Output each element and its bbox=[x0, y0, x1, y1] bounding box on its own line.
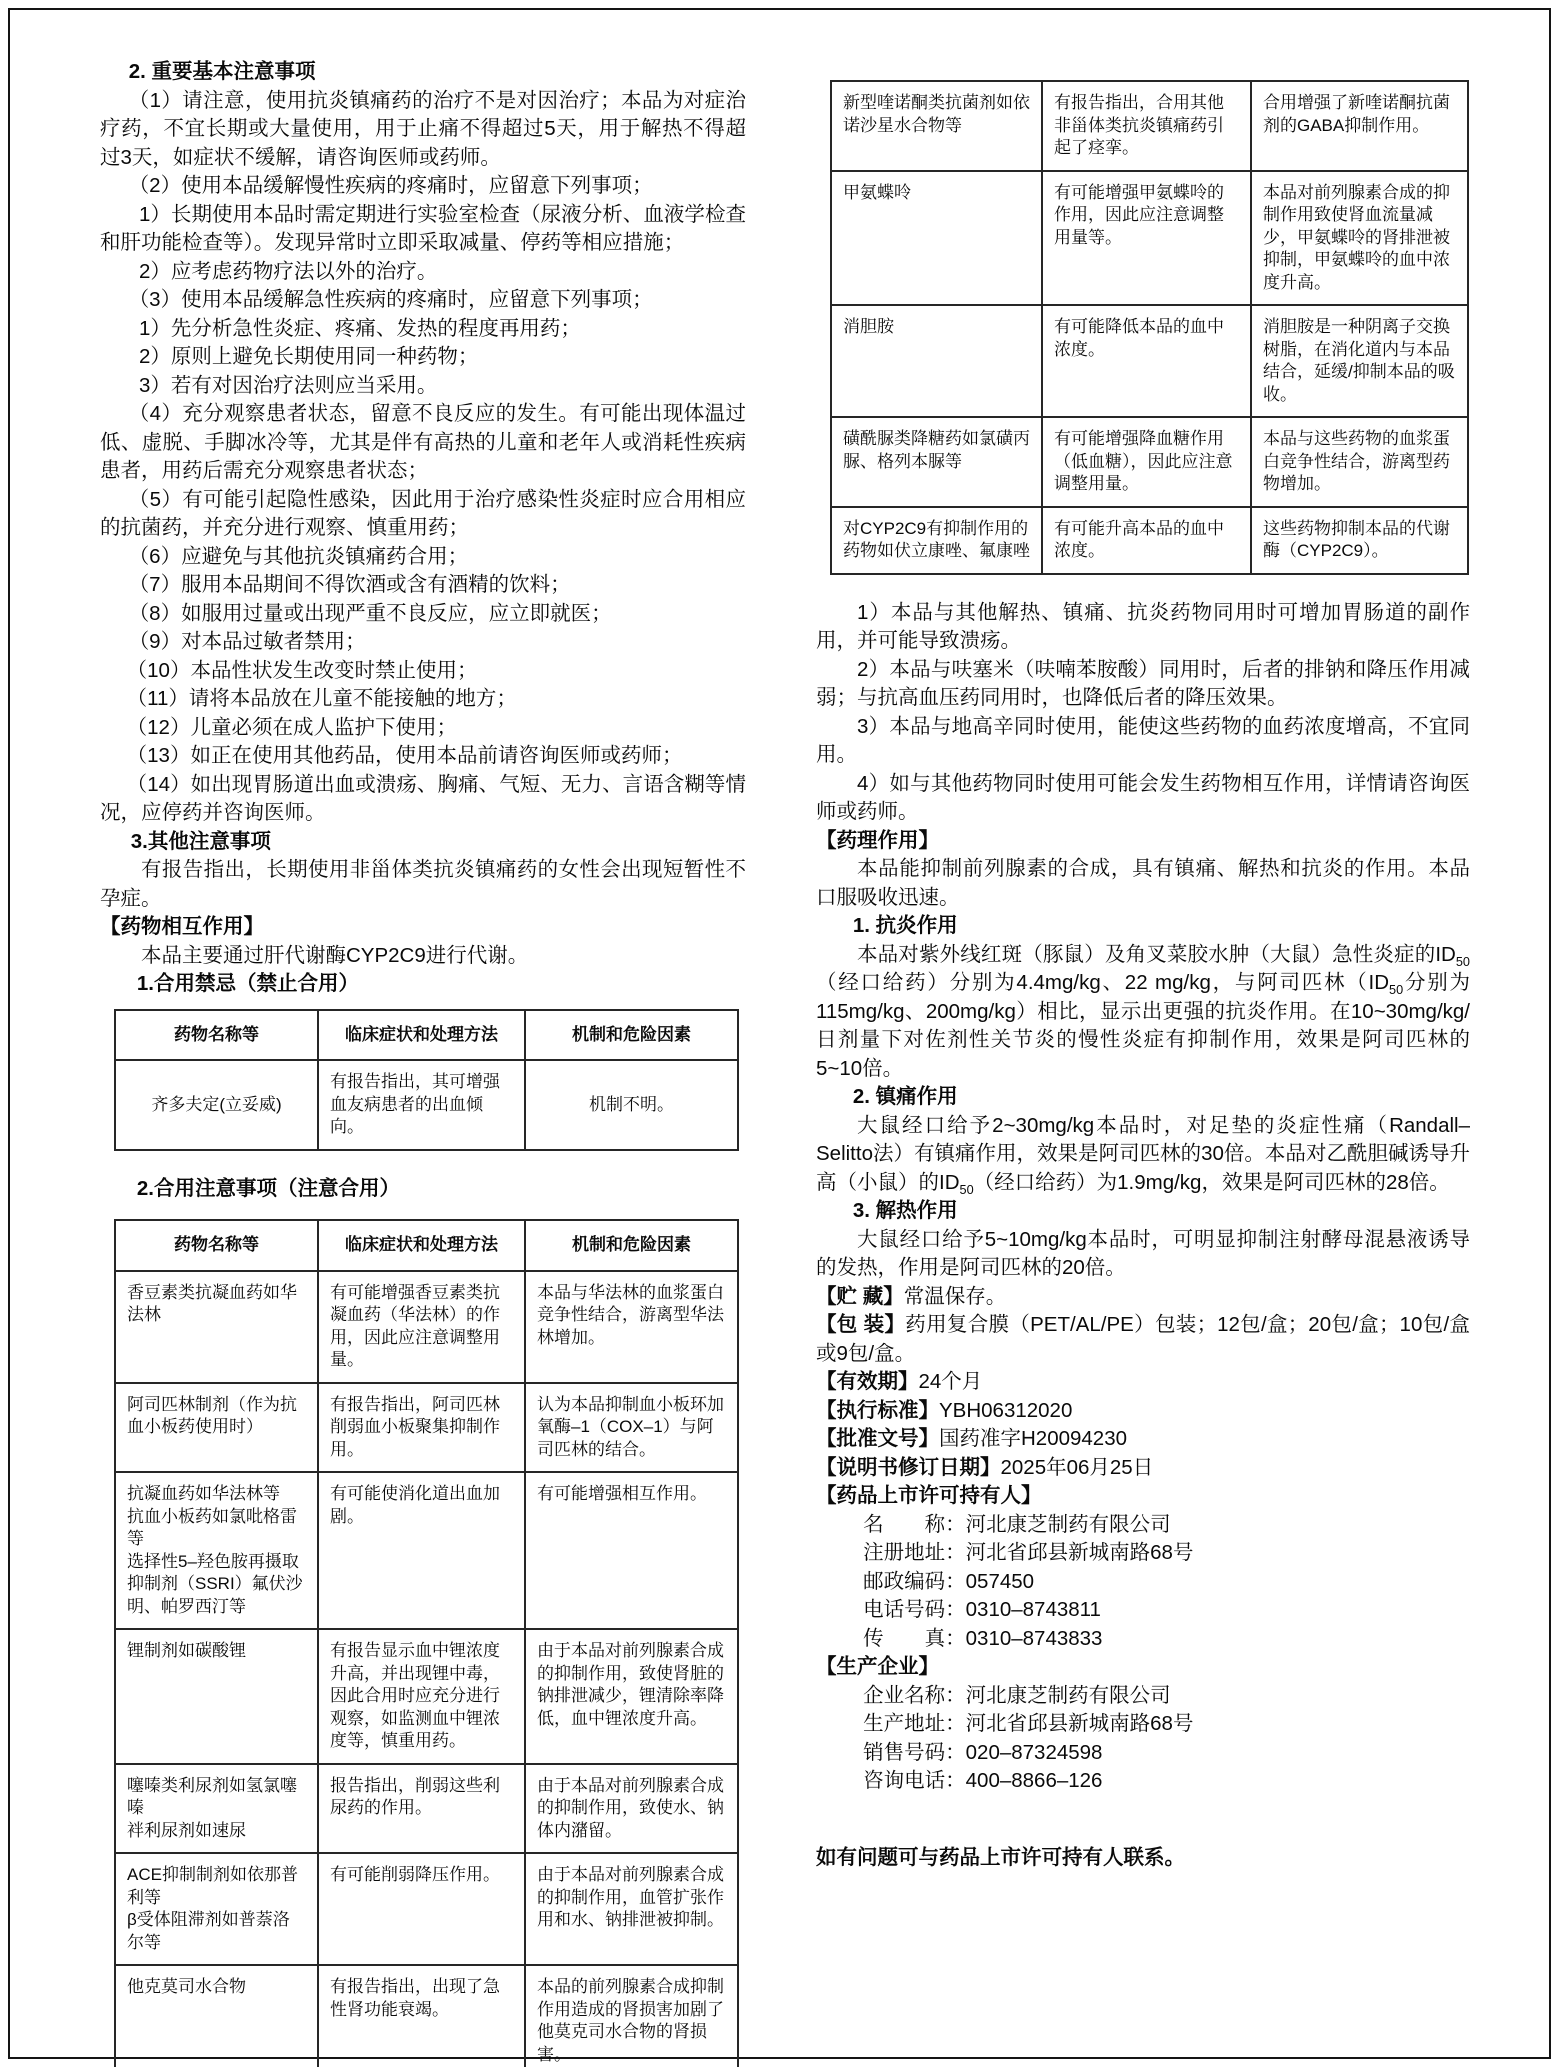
table-cell: 噻嗪类利尿剂如氢氯噻嗪 袢利尿剂如速尿 bbox=[115, 1764, 318, 1854]
table-cell: 这些药物抑制本品的代谢酶（CYP2C9）。 bbox=[1251, 507, 1468, 574]
heading-manufacturer: 【生产企业】 bbox=[816, 1655, 939, 1678]
table-row bbox=[115, 1383, 738, 1473]
paragraph: 本品主要通过肝代谢酶CYP2C9进行代谢。 bbox=[141, 943, 529, 967]
paragraph: 1）先分析急性炎症、疼痛、发热的程度再用药； bbox=[138, 316, 581, 340]
heading-prohibited-combination: 1.合用禁忌（禁止合用） bbox=[136, 972, 359, 995]
table-cell: 新型喹诺酮类抗菌剂如依诺沙星水合物等 bbox=[831, 81, 1042, 171]
table-cell: 齐多夫定(立妥威) bbox=[115, 1060, 318, 1150]
table-cell: 有报告指出，阿司匹林削弱血小板聚集抑制作用。 bbox=[318, 1383, 525, 1473]
paragraph: 4）如与其他药物同时使用可能会发生药物相互作用，详情请咨询医师或药师。 bbox=[816, 771, 1470, 823]
paragraph: （10）本品性状发生改变时禁止使用； bbox=[126, 658, 478, 682]
table-cell: 有报告指出，其可增强血友病患者的出血倾向。 bbox=[318, 1060, 525, 1150]
spacer bbox=[816, 1796, 1470, 1844]
paragraph: 1）长期使用本品时需定期进行实验室检查（尿液分析、血液学检查和肝功能检查等）。发现异常时立即采取减量、停药等相应措施； bbox=[100, 202, 746, 254]
paragraph: 3）本品与地高辛同时使用，能使这些药物的血药浓度增高，不宜同用。 bbox=[816, 714, 1470, 766]
holder-phone-line: 电话号码：0310–8743811 bbox=[863, 1598, 1101, 1621]
column-header: 药物名称等 bbox=[115, 1010, 318, 1061]
table-cell: 有可能升高本品的血中浓度。 bbox=[1042, 507, 1251, 574]
paragraph: 大鼠经口给予5~10mg/kg本品时，可明显抑制注射酵母混悬液诱导的发热，作用是阿司匹林的20倍。 bbox=[816, 1227, 1470, 1279]
table-cell: 阿司匹林制剂（作为抗血小板药使用时） bbox=[115, 1383, 318, 1473]
storage-line: 【贮 藏】常温保存。 bbox=[816, 1284, 1007, 1308]
table-row bbox=[831, 507, 1468, 574]
table-cell: 甲氨蝶呤 bbox=[831, 171, 1042, 306]
spacer bbox=[100, 999, 746, 1009]
table-cell: 报告指出，削弱这些利尿药的作用。 bbox=[318, 1764, 525, 1854]
table-row bbox=[831, 81, 1468, 171]
paragraph: （3）使用本品缓解急性疾病的疼痛时，应留意下列事项； bbox=[128, 288, 653, 311]
heading-pharmacology: 【药理作用】 bbox=[816, 828, 939, 852]
table-cell: 对CYP2C9有抑制作用的药物如伏立康唑、氟康唑 bbox=[831, 507, 1042, 574]
table-row bbox=[115, 1629, 738, 1764]
paragraph: （14）如出现胃肠道出血或溃疡、胸痛、气短、无力、言语含糊等情况，应停药并咨询医师。 bbox=[100, 772, 746, 824]
table-header-row bbox=[115, 1010, 738, 1061]
table-row bbox=[115, 1472, 738, 1629]
table-cell: 本品与华法林的血浆蛋白竞争性结合，游离型华法林增加。 bbox=[525, 1271, 738, 1383]
paragraph: （13）如正在使用其他药品，使用本品前请咨询医师或药师； bbox=[126, 744, 683, 767]
table-row bbox=[115, 1764, 738, 1854]
table-cell: 有可能增强香豆素类抗凝血药（华法林）的作用，因此应注意调整用量。 bbox=[318, 1271, 525, 1383]
paragraph: 大鼠经口给予2~30mg/kg本品时，对足垫的炎症性痛（Randall–Selitto法）有镇痛作用，效果是阿司匹林的30倍。本品对乙酰胆碱诱导升高（小鼠）的$ID_{50}$（经口给药）为1.9mg/kg，效果是阿司匹林的28倍。 bbox=[816, 1113, 1470, 1197]
manufacturer-address-line: 生产地址：河北省邱县新城南路68号 bbox=[863, 1712, 1194, 1735]
table-row bbox=[831, 305, 1468, 417]
right-column bbox=[816, 80, 1470, 1872]
table-row bbox=[115, 1853, 738, 1965]
table-cell: 由于本品对前列腺素合成的抑制作用，致使肾脏的钠排泄减少，锂清除率降低，血中锂浓度升高。 bbox=[525, 1629, 738, 1764]
table-cell: 香豆素类抗凝血药如华法林 bbox=[115, 1271, 318, 1383]
paragraph: （8）如服用过量或出现严重不良反应，应立即就医； bbox=[128, 601, 612, 625]
paragraph: （2）使用本品缓解慢性疾病的疼痛时，应留意下列事项； bbox=[128, 174, 653, 197]
heading-other-precautions: 3.其他注意事项 bbox=[130, 829, 271, 853]
package-line: 【包 装】药用复合膜（PET/AL/PE）包装；12包/盒；20包/盒；10包/盒或9包/盒。 bbox=[816, 1313, 1470, 1365]
standard-line: 【执行标准】YBH06312020 bbox=[816, 1398, 1073, 1422]
table-cell: 机制不明。 bbox=[525, 1060, 738, 1150]
table-cell: 有可能削弱降压作用。 bbox=[318, 1853, 525, 1965]
column-header: 药物名称等 bbox=[115, 1220, 318, 1271]
paragraph: （9）对本品过敏者禁用； bbox=[128, 630, 366, 653]
interactions-table-continued bbox=[830, 80, 1469, 575]
sales-phone-line: 销售号码：020–87324598 bbox=[863, 1740, 1103, 1764]
table-cell: 锂制剂如碳酸锂 bbox=[115, 1629, 318, 1764]
table-row bbox=[115, 1271, 738, 1383]
spacer bbox=[100, 1151, 746, 1175]
table-cell: 磺酰脲类降糖药如氯磺丙脲、格列本脲等 bbox=[831, 417, 1042, 507]
paragraph: （5）有可能引起隐性感染，因此用于治疗感染性炎症时应合用相应的抗菌药，并充分进行观察、慎重用药； bbox=[100, 487, 746, 539]
holder-address-line: 注册地址：河北省邱县新城南路68号 bbox=[863, 1541, 1194, 1564]
paragraph: 2）原则上避免长期使用同一种药物； bbox=[138, 345, 479, 368]
spacer bbox=[100, 1203, 746, 1219]
paragraph: （1）请注意，使用抗炎镇痛药的治疗不是对因治疗；本品为对症治疗药，不宜长期或大量使用，用于止痛不得超过5天，用于解热不得超过3天，如症状不缓解，请咨询医师或药师。 bbox=[100, 88, 746, 169]
validity-line: 【有效期】24个月 bbox=[816, 1370, 983, 1393]
revision-date-line: 【说明书修订日期】2025年06月25日 bbox=[816, 1455, 1154, 1479]
paragraph: 本品对紫外线红斑（豚鼠）及角叉菜胶水肿（大鼠）急性炎症的$ID_{50}$（经口给药）分别为4.4mg/kg、22 mg/kg，与阿司匹林（$ID_{50}$分别为115mg/kg、200mg/kg）相比，显示出更强的抗炎作用。在10~30mg/kg/日剂量下对佐剂性关节炎的慢性炎症有抑制作用，效果是阿司匹林的5~10倍。 bbox=[816, 942, 1470, 1080]
column-header: 临床症状和处理方法 bbox=[318, 1010, 525, 1061]
table-cell: 合用增强了新喹诺酮抗菌剂的GABA抑制作用。 bbox=[1251, 81, 1468, 171]
table-header-row bbox=[115, 1220, 738, 1271]
table-row bbox=[115, 1965, 738, 2067]
paragraph: 本品能抑制前列腺素的合成，具有镇痛、解热和抗炎的作用。本品口服吸收迅速。 bbox=[816, 857, 1470, 909]
table-cell: ACE抑制制剂如依那普利等 β受体阻滞剂如普萘洛尔等 bbox=[115, 1853, 318, 1965]
heading-license-holder: 【药品上市许可持有人】 bbox=[816, 1484, 1042, 1507]
paragraph: （4）充分观察患者状态，留意不良反应的发生。有可能出现体温过低、虚脱、手脚冰冷等，尤其是伴有高热的儿童和老年人或消耗性疾病患者，用药后需充分观察患者状态； bbox=[100, 402, 746, 482]
table-cell: 本品的前列腺素合成抑制作用造成的肾损害加剧了他莫克司水合物的肾损害。 bbox=[525, 1965, 738, 2067]
column-header: 临床症状和处理方法 bbox=[318, 1220, 525, 1271]
paragraph: 2）本品与呋塞米（呋喃苯胺酸）同用时，后者的排钠和降压作用减弱；与抗高血压药同用时，也降低后者的降压效果。 bbox=[816, 657, 1470, 709]
consult-phone-line: 咨询电话：400–8866–126 bbox=[863, 1769, 1103, 1792]
table-cell: 抗凝血药如华法林等 抗血小板药如氯吡格雷等 选择性5–羟色胺再摄取抑制剂（SSRI）氟伏沙明、帕罗西汀等 bbox=[115, 1472, 318, 1629]
heading-caution-combination: 2.合用注意事项（注意合用） bbox=[136, 1176, 400, 1200]
paragraph: （7）服用本品期间不得饮酒或含有酒精的饮料； bbox=[128, 573, 571, 596]
left-column bbox=[100, 58, 746, 2067]
table-cell: 有可能使消化道出血加剧。 bbox=[318, 1472, 525, 1629]
table-cell: 有报告指出，合用其他非甾体类抗炎镇痛药引起了痉挛。 bbox=[1042, 81, 1251, 171]
prohibited-combination-table bbox=[114, 1009, 739, 1151]
table-cell: 有可能增强降血糖作用（低血糖），因此应注意调整用量。 bbox=[1042, 417, 1251, 507]
table-cell: 有可能降低本品的血中浓度。 bbox=[1042, 305, 1251, 417]
table-row bbox=[831, 171, 1468, 306]
heading-drug-interactions: 【药物相互作用】 bbox=[100, 915, 264, 938]
paragraph: 有报告指出，长期使用非甾体类抗炎镇痛药的女性会出现短暂性不孕症。 bbox=[100, 858, 746, 910]
manufacturer-name-line: 企业名称：河北康芝制药有限公司 bbox=[863, 1683, 1171, 1707]
table-cell: 有报告显示血中锂浓度升高，并出现锂中毒，因此合用时应充分进行观察，如监测血中锂浓度等，慎重用药。 bbox=[318, 1629, 525, 1764]
paragraph: （6）应避免与其他抗炎镇痛药合用； bbox=[128, 544, 469, 568]
paragraph: 1）本品与其他解热、镇痛、抗炎药物同用时可增加胃肠道的副作用，并可能导致溃疡。 bbox=[816, 600, 1470, 652]
table-cell: 本品与这些药物的血浆蛋白竞争性结合，游离型药物增加。 bbox=[1251, 417, 1468, 507]
column-header: 机制和危险因素 bbox=[525, 1010, 738, 1061]
table-row bbox=[115, 1060, 738, 1150]
caution-combination-table bbox=[114, 1219, 739, 2067]
holder-name-line: 名 称：河北康芝制药有限公司 bbox=[863, 1512, 1171, 1536]
table-cell: 本品对前列腺素合成的抑制作用致使肾血流量减少，甲氨蝶呤的肾排泄被抑制，甲氨蝶呤的血中浓度升高。 bbox=[1251, 171, 1468, 306]
paragraph: （12）儿童必须在成人监护下使用； bbox=[126, 715, 457, 739]
table-cell: 消胆胺是一种阴离子交换树脂，在消化道内与本品结合，延缓/抑制本品的吸收。 bbox=[1251, 305, 1468, 417]
heading-antipyretic-effect: 3. 解热作用 bbox=[852, 1199, 958, 1222]
table-cell: 有报告指出，出现了急性肾功能衰竭。 bbox=[318, 1965, 525, 2067]
heading-antiinflammatory-effect: 1. 抗炎作用 bbox=[852, 914, 958, 937]
holder-fax-line: 传 真：0310–8743833 bbox=[863, 1626, 1103, 1650]
heading-important-precautions: 2. 重要基本注意事项 bbox=[128, 60, 316, 83]
table-cell: 消胆胺 bbox=[831, 305, 1042, 417]
table-cell: 他克莫司水合物 bbox=[115, 1965, 318, 2067]
contact-note: 如有问题可与药品上市许可持有人联系。 bbox=[816, 1845, 1185, 1869]
table-cell: 认为本品抑制血小板环加氧酶–1（COX–1）与阿司匹林的结合。 bbox=[525, 1383, 738, 1473]
paragraph: 3）若有对因治疗法则应当采用。 bbox=[138, 373, 438, 397]
holder-postcode-line: 邮政编码：057450 bbox=[863, 1569, 1035, 1593]
table-cell: 由于本品对前列腺素合成的抑制作用，血管扩张作用和水、钠排泄被抑制。 bbox=[525, 1853, 738, 1965]
table-cell: 有可能增强相互作用。 bbox=[525, 1472, 738, 1629]
paragraph: 2）应考虑药物疗法以外的治疗。 bbox=[138, 259, 438, 283]
paragraph: （11）请将本品放在儿童不能接触的地方； bbox=[126, 687, 517, 710]
approval-number-line: 【批准文号】国药准字H20094230 bbox=[816, 1427, 1128, 1450]
spacer bbox=[816, 575, 1470, 599]
table-cell: 由于本品对前列腺素合成的抑制作用，致使水、钠体内潴留。 bbox=[525, 1764, 738, 1854]
table-row bbox=[831, 417, 1468, 507]
column-header: 机制和危险因素 bbox=[525, 1220, 738, 1271]
heading-analgesic-effect: 2. 镇痛作用 bbox=[852, 1085, 958, 1108]
table-cell: 有可能增强甲氨蝶呤的作用，因此应注意调整用量等。 bbox=[1042, 171, 1251, 306]
